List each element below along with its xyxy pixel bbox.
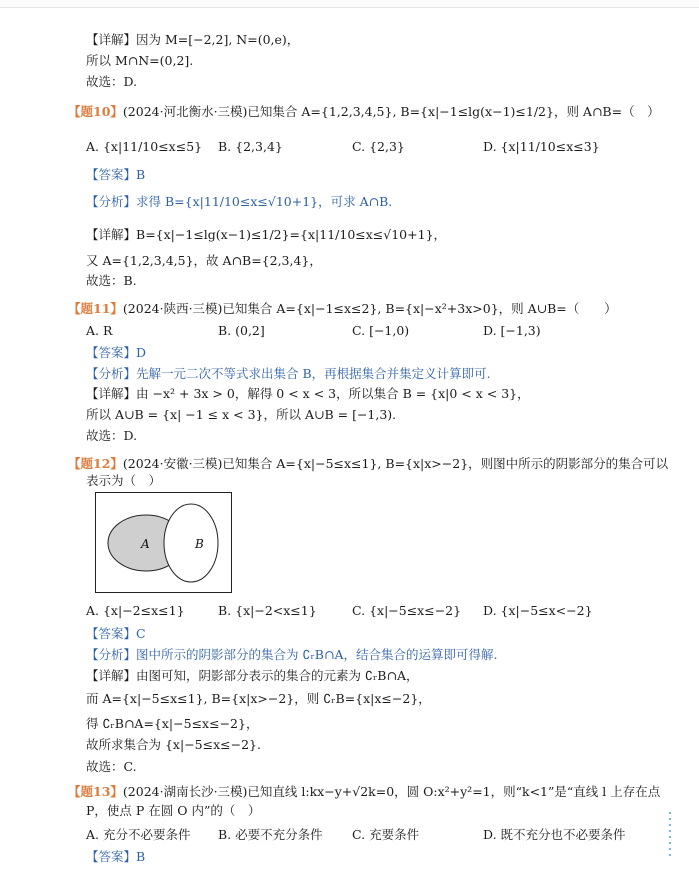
q11-answer-line [86,344,146,362]
q12-option-a: A. {x|−2≤x≤1} [86,603,185,618]
q10-stem: (2024·河北衡水·三模)已知集合 A={1,2,3,4,5}, B={x|−1≤lg(x−1)≤1/2}，则 A∩B=（ ） [122,104,660,119]
q10-option-b: B. {2,3,4} [218,139,283,154]
q10-analysis: 求得 B={x|11/10≤x≤√10+1}，可求 A∩B. [136,194,393,209]
q13-option-c: C. 充要条件 [352,827,420,842]
q12-detail: 由图可知，阴影部分表示的集合的元素为 ∁ᵣB∩A， [136,668,419,683]
q11-answer: D [136,345,147,360]
q11-stem: (2024·陕西·三模)已知集合 A={x|−1≤x≤2}, B={x|−x²+3x>0}，则 A∪B=（ ） [122,301,617,316]
q11-step2: 所以 A∪B = {x| −1 ≤ x < 3}，所以 A∪B = [−1,3). [86,407,397,422]
q13-stem-2: P，使点 P 在圆 O 内”的（ ） [86,803,261,818]
q13-stem: (2024·湖南长沙·三模)已知直线 l:kx−y+√2k=0，圆 O:x²+y²=1，则“k<1”是“直线 l 上存在点 [122,784,661,799]
q12-stem: (2024·安徽·三模)已知集合 A={x|−5≤x≤1}, B={x|x>−2}，则图中所示的阴影部分的集合可以 [122,456,669,471]
q13-answer: B [136,849,146,864]
prev-step: 所以 M∩N=(0,2]. [86,53,194,68]
q10-answer-label: 【答案】 [86,167,137,182]
q11-analysis-line [86,365,491,383]
q13-stem-line [68,783,660,801]
q10-detail: B={x|−1≤lg(x−1)≤1/2}={x|11/10≤x≤√10+1}， [136,227,447,242]
scroll-dot [669,812,671,814]
q10-step2: 又 A={1,2,3,4,5}，故 A∩B={2,3,4}， [86,253,322,268]
q11-option-d: D. [−1,3) [483,323,541,338]
q13-answer-label: 【答案】 [86,849,137,864]
venn-label-b: B [195,537,204,551]
q10-analysis-line [86,193,392,211]
q10-stem-line [68,103,660,121]
q12-step2: 而 A={x|−5≤x≤1}, B={x|x>−2}，则 ∁ᵣB={x|x≤−2}， [86,691,431,706]
q10-option-d: D. {x|11/10≤x≤3} [483,139,600,154]
q12-answer: C [136,626,146,641]
scroll-dot [669,824,671,826]
q11-tag: 【题11】 [68,301,123,316]
venn-diagram [95,492,232,593]
q11-detail: 由 −x² + 3x > 0，解得 0 < x < 3，所以集合 B = {x|0 < x < 3}， [136,386,530,401]
q11-pick: 故选：D. [86,428,138,443]
q12-analysis-label: 【分析】 [86,647,137,662]
prev-detail: 【详解】因为 M=[−2,2], N=(0,e)， [86,32,300,47]
q10-answer-line [86,166,145,184]
q12-stem-2: 表示为（ ） [86,473,162,488]
scroll-dot [669,818,671,820]
q10-pick: 故选：B. [86,273,137,288]
q12-analysis-line [86,646,497,664]
q12-pick: 故选：C. [86,759,137,774]
venn-label-a: A [141,537,150,551]
q12-answer-label: 【答案】 [86,626,137,641]
q13-answer-line [86,848,145,866]
q10-option-c: C. {2,3} [352,139,405,154]
q12-analysis: 图中所示的阴影部分的集合为 ∁ᵣB∩A，结合集合的运算即可得解. [136,647,498,662]
q11-answer-label: 【答案】 [86,345,137,360]
scroll-dot [669,830,671,832]
venn-set-b [164,504,218,582]
q10-detail-line [86,226,446,244]
scroll-indicator[interactable] [669,812,673,860]
q11-option-a: A. R [86,323,113,338]
q10-tag: 【题10】 [68,104,123,119]
q12-detail-label: 【详解】 [86,668,137,683]
scroll-dot [669,854,671,856]
q11-option-c: C. [−1,0) [352,323,410,338]
q12-answer-line [86,625,146,643]
q12-step3: 得 ∁ᵣB∩A={x|−5≤x≤−2}， [86,716,259,731]
q13-option-b: B. 必要不充分条件 [218,827,323,842]
q12-stem-line [68,455,668,473]
q13-option-a: A. 充分不必要条件 [86,827,191,842]
q12-option-c: C. {x|−5≤x≤−2} [352,603,462,618]
q13-tag: 【题13】 [68,784,123,799]
q12-tag: 【题12】 [68,456,123,471]
q12-step4: 故所求集合为 {x|−5≤x≤−2}. [86,737,261,752]
q10-analysis-label: 【分析】 [86,194,137,209]
q10-answer: B [136,167,146,182]
q12-option-b: B. {x|−2<x≤1} [218,603,317,618]
q11-analysis: 先解一元二次不等式求出集合 B，再根据集合并集定义计算即可. [136,366,491,381]
scroll-dot [669,836,671,838]
q11-detail-line [86,385,530,403]
q12-detail-line [86,667,418,685]
scroll-dot [669,842,671,844]
q13-option-d: D. 既不充分也不必要条件 [483,827,626,842]
q11-analysis-label: 【分析】 [86,366,137,381]
q10-detail-label: 【详解】 [86,227,137,242]
scroll-dot [669,848,671,850]
q11-stem-line [68,300,617,318]
prev-pick: 故选：D. [86,74,138,89]
q12-option-d: D. {x|−5≤x<−2} [483,603,593,618]
viewer-top-bar [0,0,699,8]
q10-option-a: A. {x|11/10≤x≤5} [86,139,203,154]
q11-detail-label: 【详解】 [86,386,137,401]
q11-option-b: B. (0,2] [218,323,265,338]
